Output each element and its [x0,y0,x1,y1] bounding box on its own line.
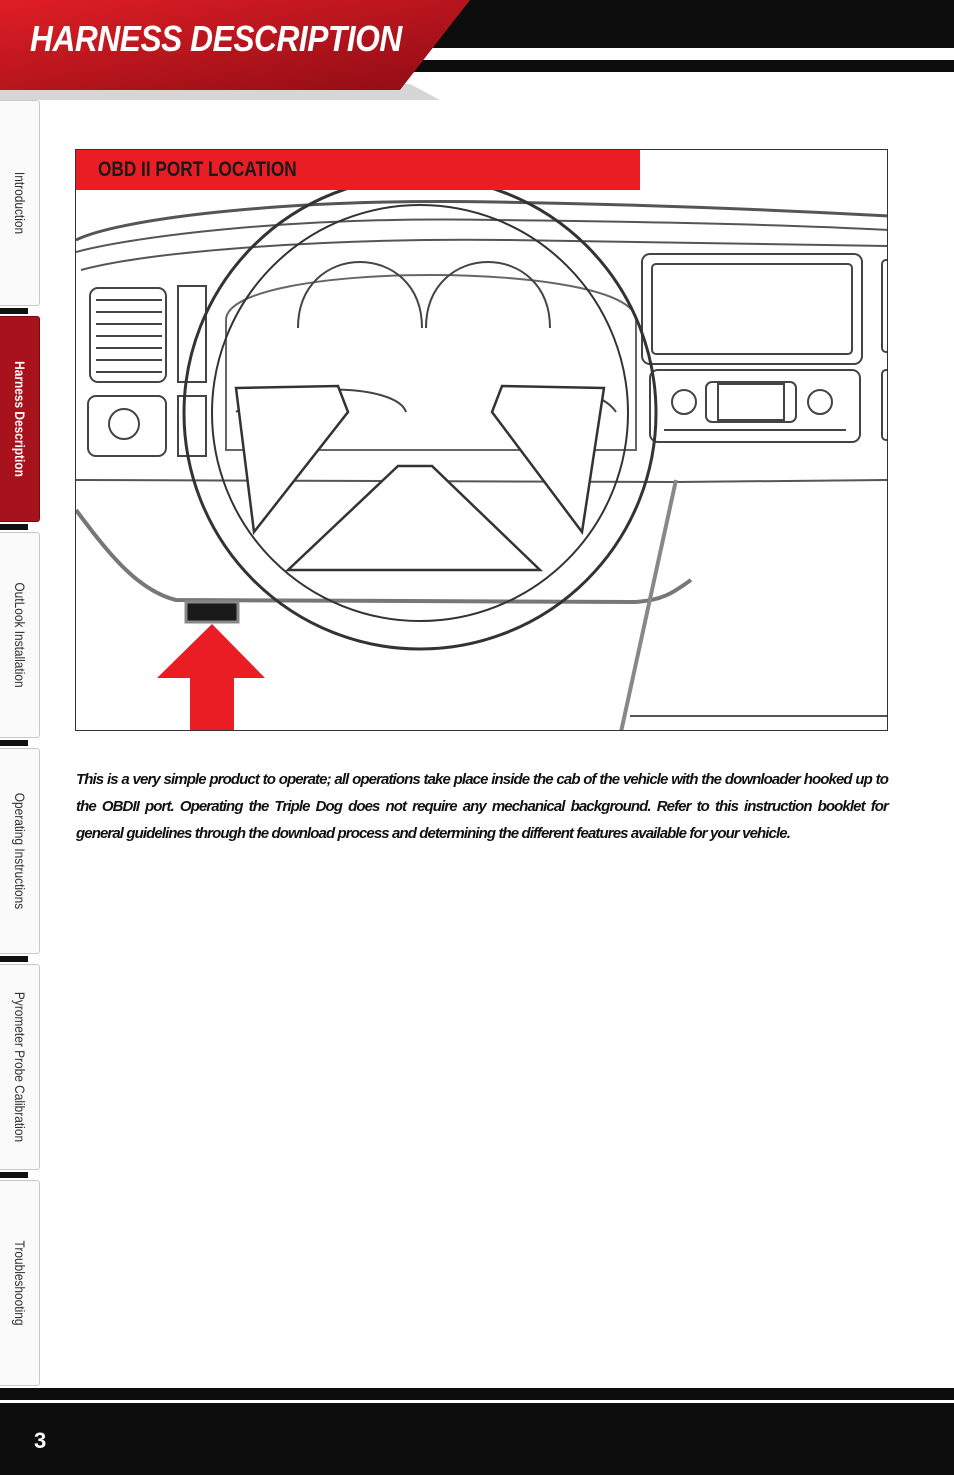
tab-label: Troubleshooting [11,1240,28,1326]
tab-operating-instructions[interactable] [0,748,40,954]
tab-label: Operating Instructions [11,792,28,910]
tab-troubleshooting[interactable] [0,1180,40,1386]
tab-divider [0,740,28,746]
tab-label: Introduction [11,171,28,235]
tab-introduction[interactable] [0,100,40,306]
tab-divider [0,956,28,962]
figure-title-text: OBD II PORT LOCATION [98,158,297,181]
obd-port-figure [75,149,888,731]
page-number: 3 [34,1428,47,1453]
footer-rule [0,1400,954,1403]
red-arrow-icon [157,624,265,731]
dashboard-illustration [76,150,888,731]
tab-divider [0,524,28,530]
tab-label: Harness Description [11,361,28,477]
intro-paragraph: This is a very simple product to operate; all operations take place inside the cab of the vehicle with the downloader hooked up to the OBDII port. Operating the Triple Dog does not require any mechanical background. Refer to this instruction booklet for general guidelines through the download process and determining the different features available for your vehicle. [76,771,888,842]
tab-divider [0,308,28,314]
tab-pyrometer-probe-calibration[interactable] [0,964,40,1170]
tab-label: OutLook Installation [11,582,28,688]
radio-icon [642,254,888,442]
tab-divider [0,1172,28,1178]
tab-outlook-installation[interactable] [0,532,40,738]
section-tabs [0,100,42,1390]
page-title: HARNESS DESCRIPTION [30,18,402,59]
obd-port-icon [186,602,238,622]
tab-label: Pyrometer Probe Calibration [11,991,28,1143]
footer-bar [0,1388,954,1475]
tab-harness-description[interactable] [0,316,40,522]
figure-title [76,150,640,190]
